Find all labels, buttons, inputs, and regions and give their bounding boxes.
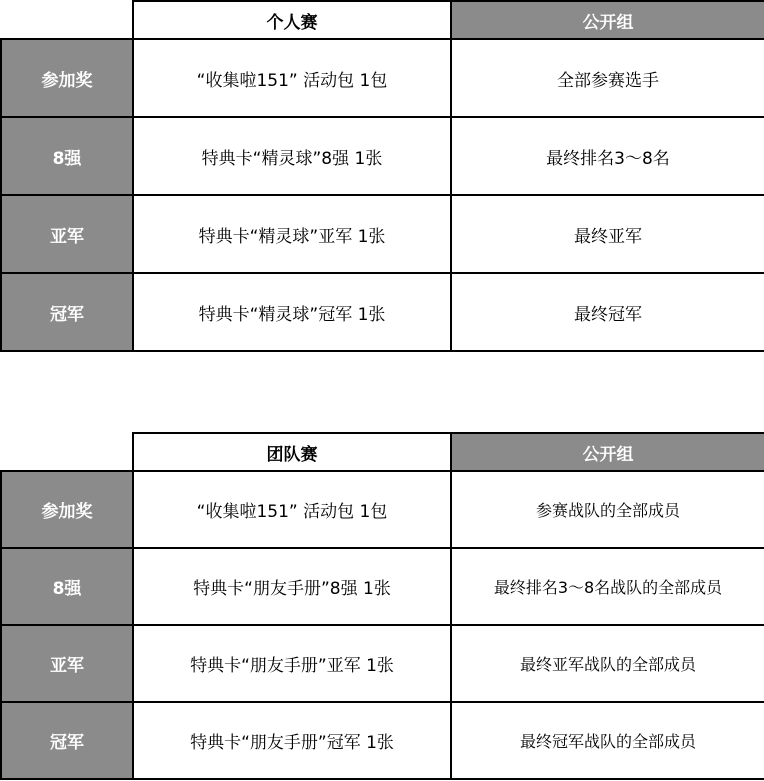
table-row	[1, 195, 764, 273]
row-eligibility: 最终亚军战队的全部成员	[451, 625, 764, 702]
row-label: 亚军	[1, 195, 133, 273]
header-group-title: 公开组	[451, 433, 764, 471]
table-header	[1, 1, 764, 39]
table-row	[1, 273, 764, 351]
header-blank-cell	[1, 1, 133, 39]
table-body	[1, 471, 764, 779]
row-eligibility: 最终冠军	[451, 273, 764, 351]
row-label: 冠军	[1, 273, 133, 351]
row-eligibility: 全部参赛选手	[451, 39, 764, 117]
row-eligibility: 最终排名3～8名	[451, 117, 764, 195]
table-body	[1, 39, 764, 351]
table-row	[1, 625, 764, 702]
row-eligibility: 最终排名3～8名战队的全部成员	[451, 548, 764, 625]
table-row	[1, 39, 764, 117]
row-eligibility: 最终冠军战队的全部成员	[451, 702, 764, 779]
table-row	[1, 702, 764, 779]
table-header	[1, 433, 764, 471]
header-event-title: 个人赛	[133, 1, 451, 39]
individual-rewards-table	[0, 0, 764, 352]
row-prize: 特典卡“精灵球”冠军 1张	[133, 273, 451, 351]
row-label: 参加奖	[1, 39, 133, 117]
table-row	[1, 548, 764, 625]
table-row	[1, 117, 764, 195]
row-prize: 特典卡“精灵球”8强 1张	[133, 117, 451, 195]
header-event-title: 团队赛	[133, 433, 451, 471]
row-prize: 特典卡“朋友手册”冠军 1张	[133, 702, 451, 779]
row-prize: “收集啦151” 活动包 1包	[133, 471, 451, 548]
row-prize: 特典卡“朋友手册”亚军 1张	[133, 625, 451, 702]
row-eligibility: 最终亚军	[451, 195, 764, 273]
table-header-row	[1, 433, 764, 471]
row-label: 冠军	[1, 702, 133, 779]
header-blank-cell	[1, 433, 133, 471]
row-label: 8强	[1, 548, 133, 625]
team-rewards-table	[0, 432, 764, 780]
row-prize: “收集啦151” 活动包 1包	[133, 39, 451, 117]
table-row	[1, 471, 764, 548]
header-group-title: 公开组	[451, 1, 764, 39]
row-prize: 特典卡“朋友手册”8强 1张	[133, 548, 451, 625]
row-label: 参加奖	[1, 471, 133, 548]
row-label: 8强	[1, 117, 133, 195]
row-label: 亚军	[1, 625, 133, 702]
row-prize: 特典卡“精灵球”亚军 1张	[133, 195, 451, 273]
row-eligibility: 参赛战队的全部成员	[451, 471, 764, 548]
table-header-row	[1, 1, 764, 39]
